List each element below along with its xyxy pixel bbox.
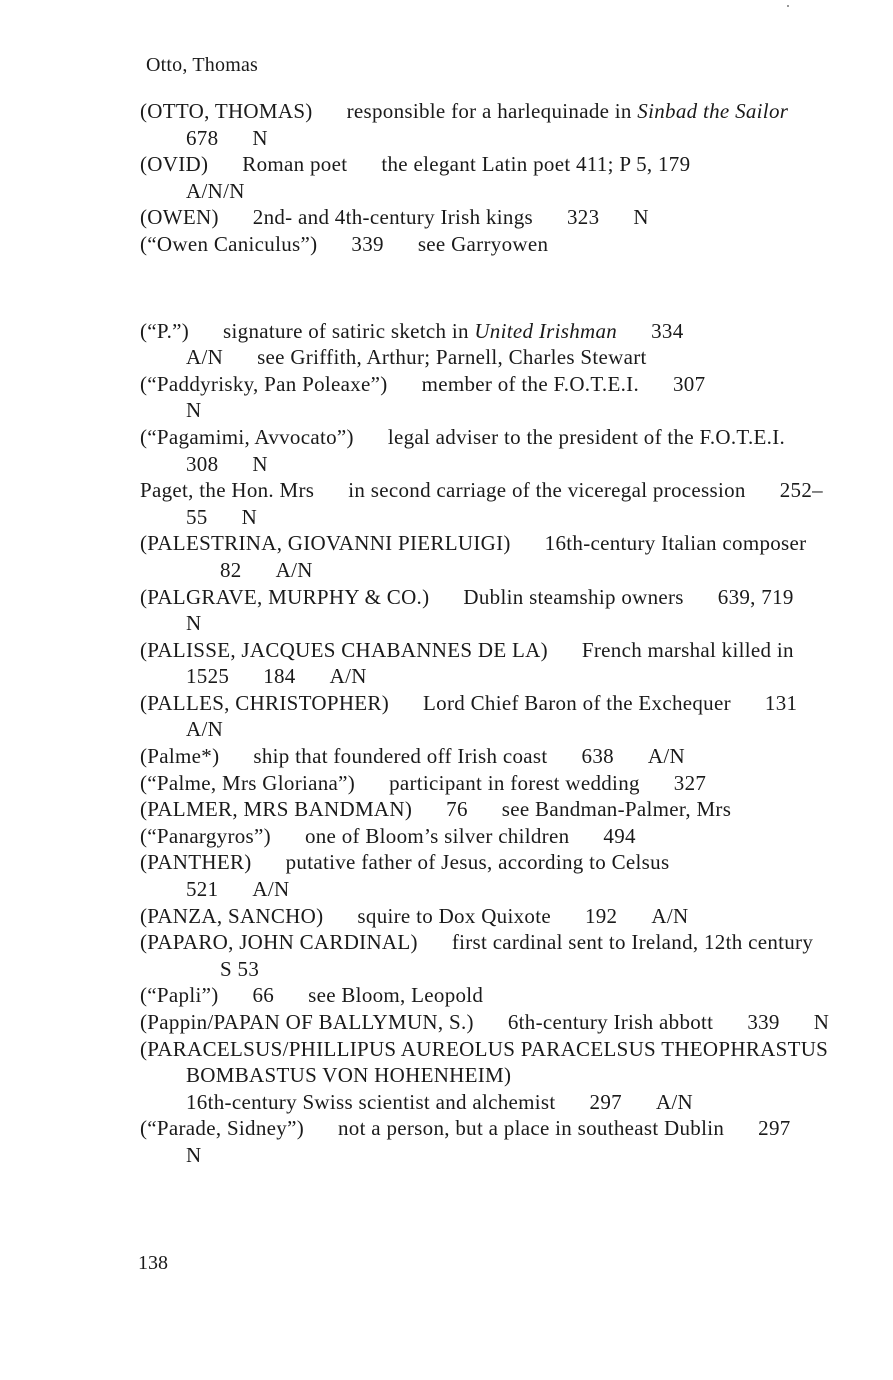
entry-description: 16th-century Italian composer — [544, 531, 807, 556]
entry-page-ref: 297 — [758, 1116, 791, 1141]
entry-page-ref: 308 — [186, 451, 219, 476]
index-entry — [140, 1115, 840, 1168]
entry-description: Dublin steamship owners — [463, 584, 684, 609]
entry-description: 16th-century Swiss scientist and alchemist — [186, 1089, 556, 1114]
entry-head: (“Panargyros”) — [140, 823, 271, 848]
entry-head: (PALGRAVE, MURPHY & CO.) — [140, 584, 430, 609]
entry-description: 2nd- and 4th-century Irish kings — [252, 205, 533, 230]
index-entry — [140, 98, 840, 151]
index-entry — [140, 770, 840, 797]
index-entry — [140, 477, 840, 530]
entry-head: (PALLES, CHRISTOPHER) — [140, 690, 390, 715]
index-entry — [140, 796, 840, 823]
entry-description: first cardinal sent to Ireland, 12th century — [451, 930, 814, 955]
index-entry — [140, 982, 840, 1009]
entry-head: (PARACELSUS/PHILLIPUS AUREOLUS PARACELSUS THEOPHRASTUS BOMBASTUS VON HOHENHEIM) — [140, 1036, 829, 1088]
entry-code: A/N — [275, 557, 313, 582]
entry-description: participant in forest wedding — [389, 770, 640, 795]
index-entries — [140, 98, 840, 1169]
index-entry — [140, 903, 840, 930]
index-entry — [140, 424, 840, 477]
index-entry — [140, 823, 840, 850]
entry-page-ref: 339 — [747, 1010, 780, 1034]
entry-page-ref: 521 — [186, 877, 219, 902]
index-entry — [140, 151, 840, 204]
entry-page-ref: 638 — [581, 744, 614, 769]
entry-page-ref: 66 — [252, 983, 275, 1008]
index-entry — [140, 530, 840, 583]
entry-head: (PAPARO, JOHN CARDINAL) — [140, 930, 418, 955]
entry-code: A/N — [651, 903, 689, 928]
entry-description: squire to Dox Quixote — [357, 903, 551, 928]
entry-code: A/N/N — [186, 178, 245, 203]
entry-page-ref: 323 — [567, 205, 600, 230]
entry-page-ref: 678 — [186, 125, 219, 150]
entry-code: N — [633, 205, 649, 230]
index-entry — [140, 584, 840, 637]
entry-code: N — [252, 451, 268, 476]
letter-section-gap — [140, 258, 840, 318]
page-number: 138 — [138, 1252, 168, 1274]
entry-head: (PALMER, MRS BANDMAN) — [140, 797, 413, 822]
entry-head: (Palme*) — [140, 744, 220, 769]
entry-description: Lord Chief Baron of the Exchequer — [423, 690, 731, 715]
index-entry — [140, 1009, 840, 1036]
entry-description: signature of satiric sketch in — [223, 318, 475, 343]
entry-description-italic: United Irishman — [474, 318, 618, 343]
index-entry — [140, 231, 840, 258]
entry-page-ref: 297 — [589, 1089, 622, 1114]
entry-head: (“Palme, Mrs Gloriana”) — [140, 770, 356, 795]
index-entry — [140, 1036, 840, 1116]
entry-description: 6th-century Irish abbott — [507, 1010, 714, 1034]
entry-description: not a person, but a place in southeast Dublin — [338, 1116, 725, 1141]
entry-code: A/N — [186, 345, 224, 370]
entry-description: one of Bloom’s silver children — [304, 823, 570, 848]
entry-code: N — [186, 1142, 202, 1167]
entry-code: A/N — [186, 717, 224, 742]
entry-page-ref: 131 — [764, 690, 798, 715]
entry-code: N — [252, 125, 268, 150]
entry-code: N — [813, 1010, 830, 1034]
entry-see: see Garryowen — [417, 231, 549, 256]
index-entry — [140, 743, 840, 770]
entry-head: (“Paddyrisky, Pan Poleaxe”) — [140, 371, 388, 396]
entry-see: see Bloom, Leopold — [308, 983, 484, 1008]
entry-description: French marshal killed in 1525 — [186, 637, 794, 689]
entry-description: in second carriage of the viceregal procession — [348, 478, 746, 503]
entry-head: (“Parade, Sidney”) — [140, 1116, 304, 1141]
entry-page-ref: 494 — [603, 823, 636, 848]
index-entry — [140, 318, 840, 371]
entry-page-ref: 334 — [651, 318, 684, 343]
entry-description: responsible for a harlequinade in — [346, 99, 638, 123]
entry-page-ref: 184 — [263, 664, 296, 689]
entry-code: N — [241, 504, 258, 529]
entry-page-ref: 339 — [351, 231, 384, 256]
entry-description: member of the F.O.T.E.I. — [421, 371, 639, 396]
entry-see: see Griffith, Arthur; Parnell, Charles Stewart — [257, 345, 647, 370]
entry-page-ref: 82 — [220, 557, 242, 582]
paper-speck — [787, 5, 789, 7]
entry-head: (PALISSE, JACQUES CHABANNES DE LA) — [140, 637, 548, 662]
entry-head: (“P.”) — [140, 318, 190, 343]
index-entry — [140, 929, 840, 982]
entry-description-italic: Sinbad the Sailor — [637, 99, 789, 123]
entry-code: A/N — [647, 744, 685, 769]
entry-page-ref: 327 — [673, 770, 707, 795]
entry-code: N — [186, 611, 202, 636]
entry-head: Paget, the Hon. Mrs — [140, 478, 315, 503]
entry-extra: the elegant Latin poet 411; P 5, 179 — [381, 152, 691, 177]
entry-code: N — [186, 398, 202, 423]
entry-page-ref: 307 — [673, 371, 706, 396]
entry-description: legal adviser to the president of the F.O.T.E.I. — [387, 424, 786, 449]
entry-see: see Bandman-Palmer, Mrs — [501, 797, 732, 822]
entry-page-ref: 639, 719 — [717, 584, 794, 609]
entry-code: A/N — [655, 1089, 694, 1114]
entry-code: A/N — [252, 877, 290, 902]
entry-page-ref: 192 — [584, 903, 618, 928]
entry-head: (“Owen Caniculus”) — [140, 231, 318, 256]
index-entry — [140, 637, 840, 690]
entry-head: (OVID) — [140, 152, 209, 177]
index-entry — [140, 690, 840, 743]
entry-description: putative father of Jesus, according to Celsus — [285, 850, 670, 875]
entry-page-ref: S 53 — [220, 956, 260, 981]
index-entry — [140, 204, 840, 231]
entry-head: (“Papli”) — [140, 983, 219, 1008]
entry-page-ref: 76 — [446, 797, 468, 822]
entry-description: Roman poet — [242, 152, 348, 177]
entry-code: A/N — [329, 664, 367, 689]
entry-head: (PANTHER) — [140, 850, 252, 875]
entry-head: (Pappin/PAPAN OF BALLYMUN, S.) — [140, 1010, 474, 1034]
index-entry — [140, 371, 840, 424]
entry-head: (PALESTRINA, GIOVANNI PIERLUIGI) — [140, 531, 511, 556]
index-entry — [140, 849, 840, 902]
entry-page-ref: 252–55 — [186, 478, 823, 529]
entry-head: (PANZA, SANCHO) — [140, 903, 324, 928]
entry-description: ship that foundered off Irish coast — [253, 744, 548, 769]
entry-head: (OWEN) — [140, 205, 219, 230]
entry-head: (OTTO, THOMAS) — [140, 99, 313, 123]
running-head: Otto, Thomas — [146, 54, 259, 76]
entry-head: (“Pagamimi, Avvocato”) — [140, 424, 354, 449]
